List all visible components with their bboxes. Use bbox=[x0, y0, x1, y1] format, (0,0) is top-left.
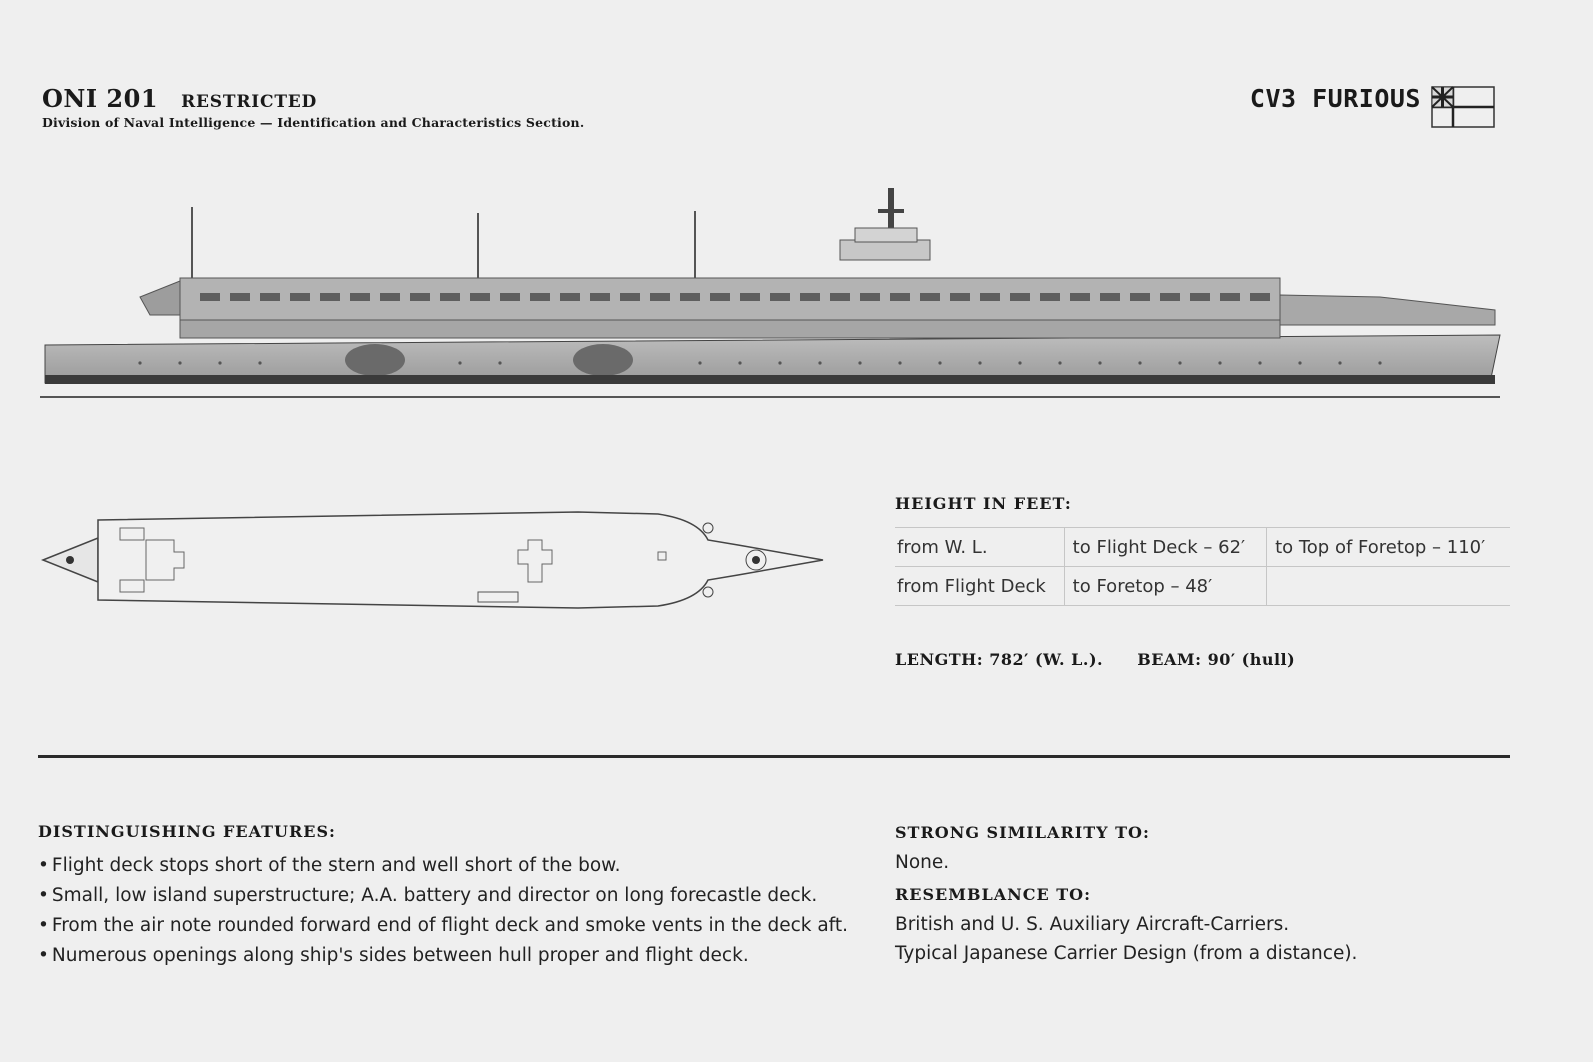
similarity-text: None. bbox=[895, 852, 950, 873]
similarity-section bbox=[895, 823, 1495, 968]
table-row bbox=[895, 567, 1510, 606]
document-header bbox=[42, 84, 584, 130]
ship-heading bbox=[1250, 84, 1495, 130]
table-cell bbox=[1267, 567, 1510, 606]
table-cell: to Flight Deck – 62′ bbox=[1064, 528, 1266, 567]
section-divider bbox=[38, 755, 1510, 758]
beam-value: 90′ (hull) bbox=[1207, 650, 1296, 669]
resemblance-line: Typical Japanese Carrier Design (from a distance). bbox=[895, 943, 1358, 964]
document-code: ONI 201 bbox=[42, 84, 159, 113]
dimensions-line bbox=[895, 650, 1295, 669]
table-cell: to Top of Foretop – 110′ bbox=[1267, 528, 1510, 567]
resemblance-lines bbox=[895, 910, 1495, 968]
ship-side-profile-drawing bbox=[40, 185, 1520, 410]
list-item: • From the air note rounded forward end of flight deck and smoke vents in the deck aft. bbox=[38, 911, 878, 941]
document-subtitle: Division of Naval Intelligence — Identification and Characteristics Section. bbox=[42, 115, 585, 130]
table-cell: to Foretop – 48′ bbox=[1064, 567, 1266, 606]
features-heading: DISTINGUISHING FEATURES: bbox=[38, 822, 336, 841]
similarity-heading: STRONG SIMILARITY TO: bbox=[895, 823, 1150, 842]
british-ensign-icon bbox=[1431, 84, 1495, 130]
distinguishing-features-section bbox=[38, 822, 878, 971]
resemblance-line: British and U. S. Auxiliary Aircraft-Carriers. bbox=[895, 914, 1290, 935]
features-list bbox=[38, 851, 878, 971]
list-item: • Flight deck stops short of the stern and well short of the bow. bbox=[38, 851, 878, 881]
table-cell: from Flight Deck bbox=[895, 567, 1064, 606]
height-table bbox=[895, 527, 1510, 606]
height-section bbox=[895, 494, 1510, 606]
list-item: • Numerous openings along ship's sides between hull proper and flight deck. bbox=[38, 941, 878, 971]
list-item: • Small, low island superstructure; A.A. battery and director on long forecastle deck. bbox=[38, 881, 878, 911]
length-value: 782′ (W. L.). bbox=[989, 650, 1104, 669]
beam-label: BEAM: bbox=[1137, 650, 1202, 669]
length-label: LENGTH: bbox=[895, 650, 984, 669]
table-cell: from W. L. bbox=[895, 528, 1064, 567]
ship-plan-view-drawing bbox=[38, 500, 838, 625]
classification-label: RESTRICTED bbox=[181, 92, 318, 112]
table-row bbox=[895, 528, 1510, 567]
ship-title: CV3 FURIOUS bbox=[1249, 84, 1421, 113]
height-heading: HEIGHT IN FEET: bbox=[895, 494, 1072, 513]
resemblance-heading: RESEMBLANCE TO: bbox=[895, 885, 1092, 904]
